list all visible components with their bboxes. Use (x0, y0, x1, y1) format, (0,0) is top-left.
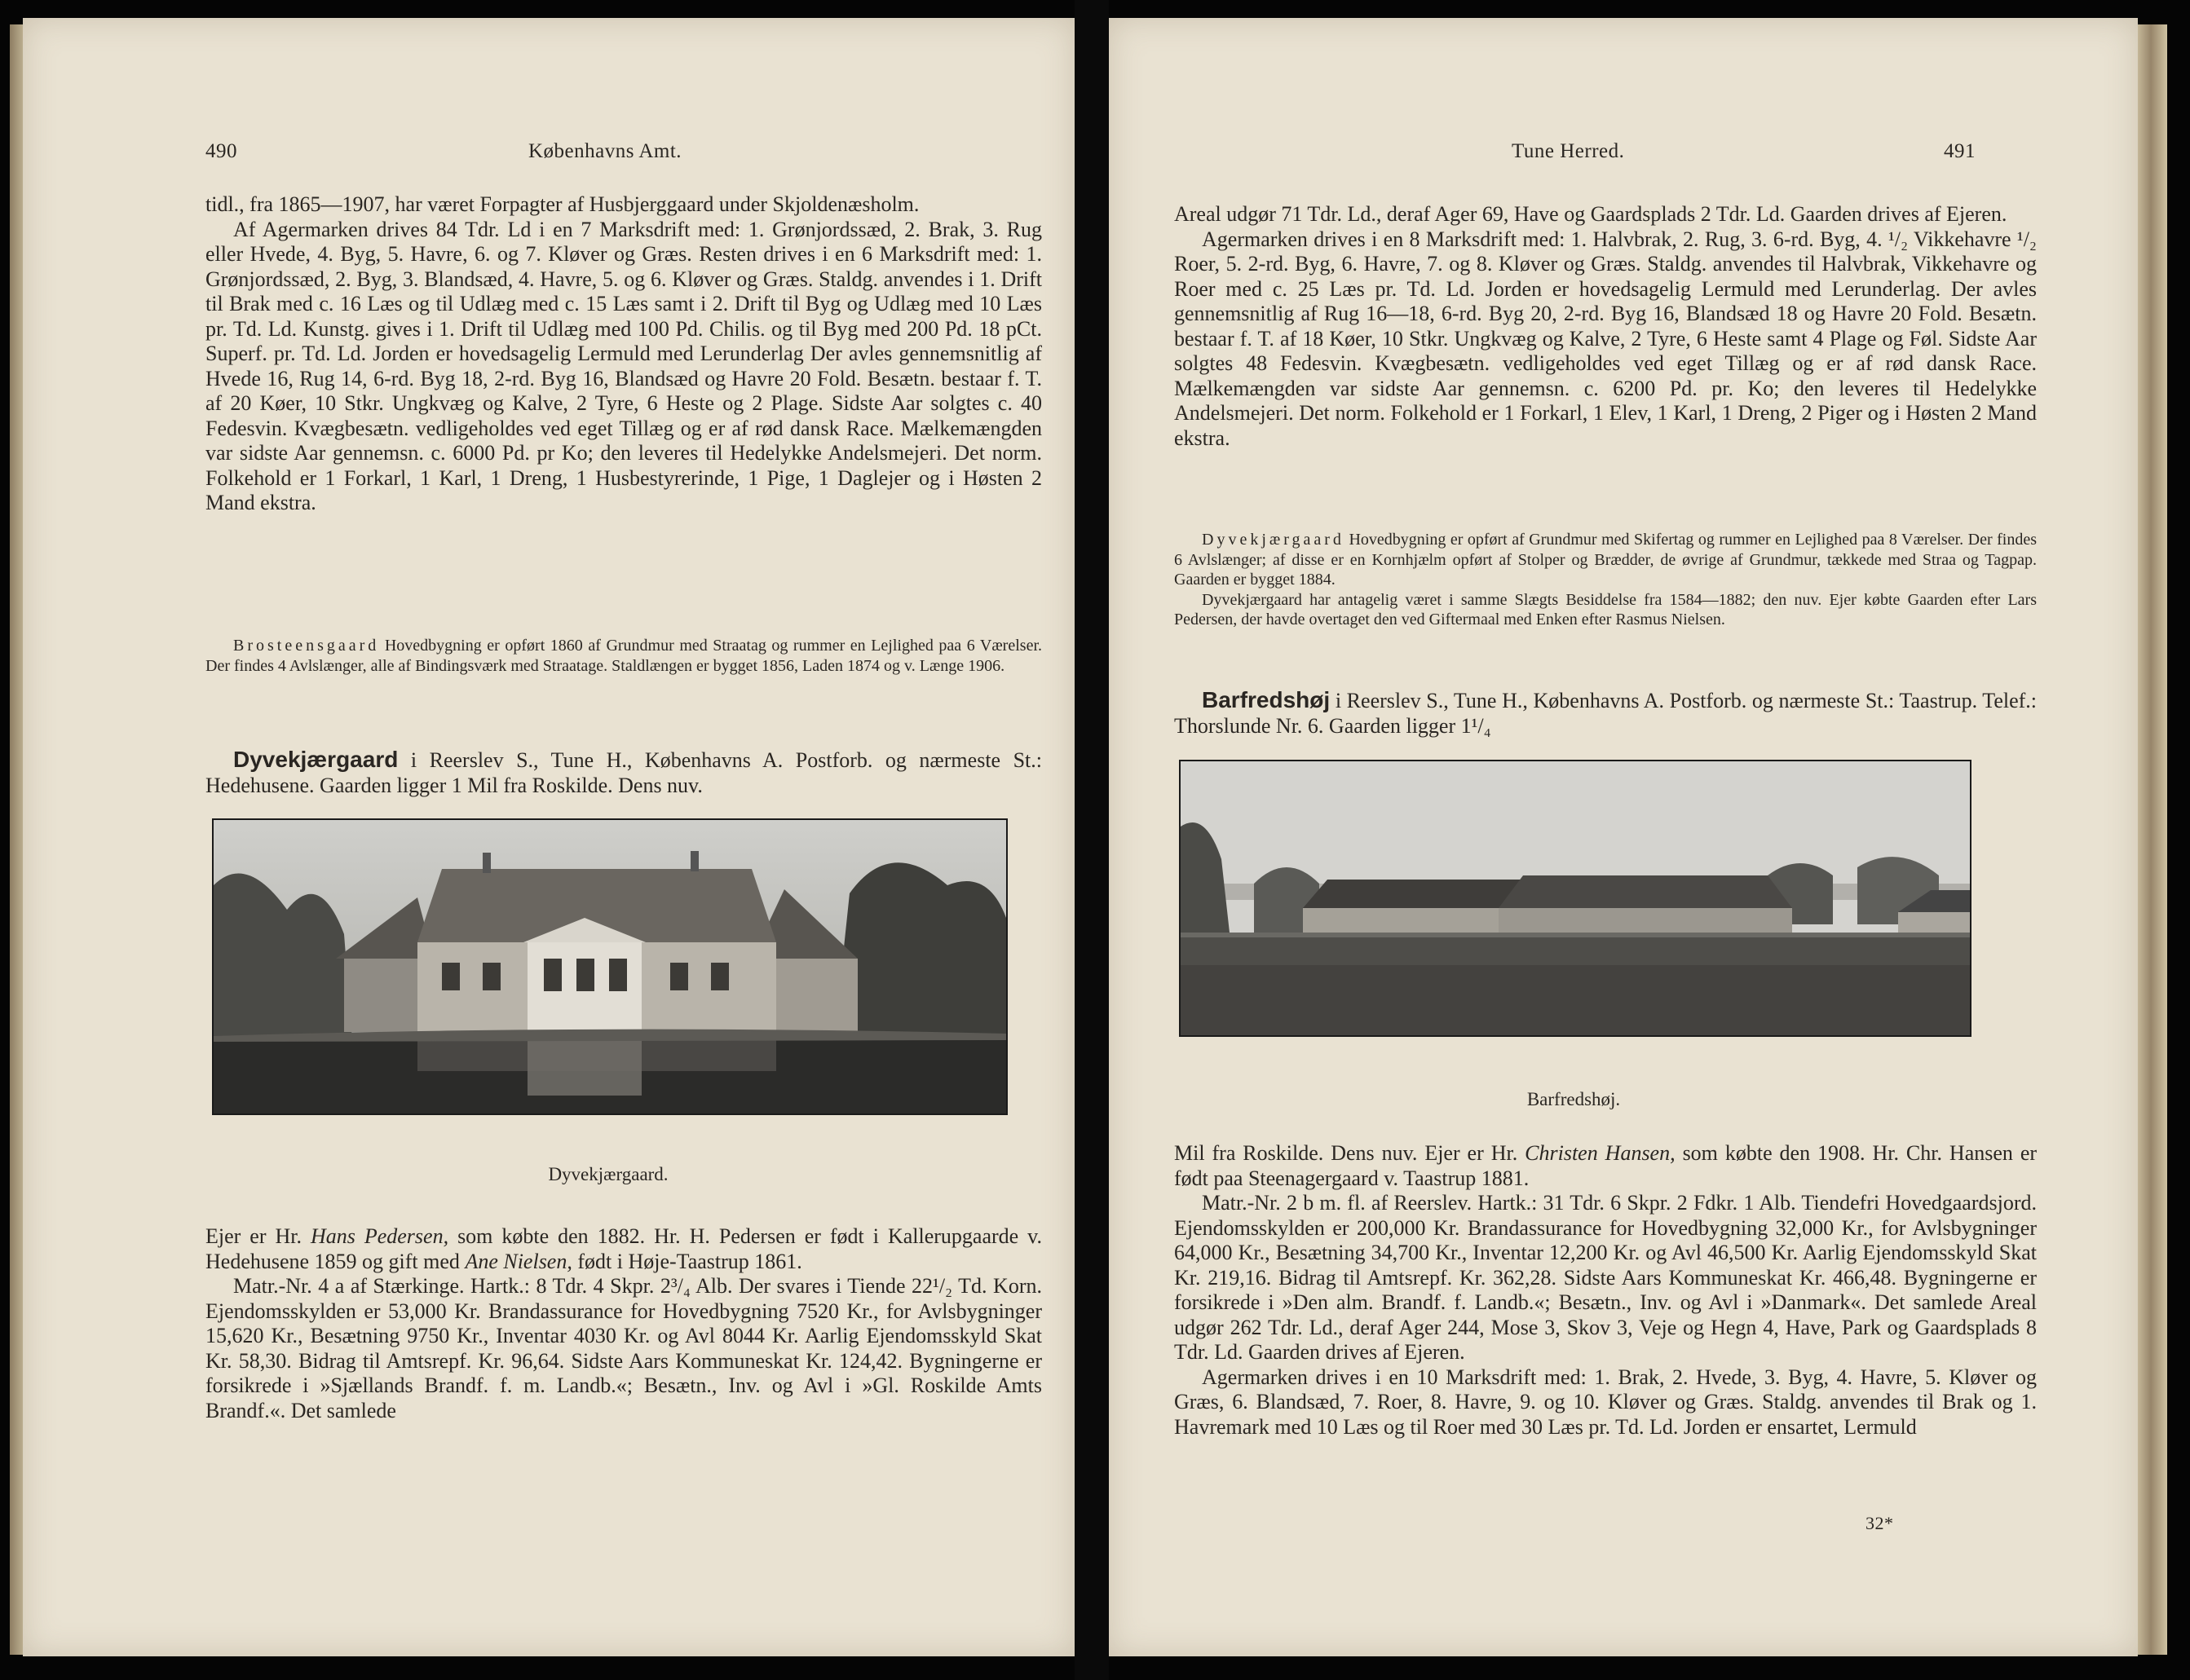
farm-photo (1179, 760, 1971, 1037)
text-block-top (1174, 202, 2037, 451)
entry-text: i Reerslev S., Tune H., Københavns A. Postforb. og nærmeste St.: Taastrup. Telef.: Thorslunde Nr. 6. Gaarden ligger 1¹/₄ (1174, 689, 2038, 738)
photo-caption: Dyvekjærgaard. (548, 1164, 669, 1184)
text-span: Mil fra Roskilde. Dens nuv. Ejer er Hr. (1174, 1141, 1518, 1165)
note-text: Hovedbygning er opført 1860 af Grundmur med Straatag og rummer en Lejlighed paa 6 Værelser. Der findes 4 Avlslænger, alle af Bindingsværk med Straatage. Staldlængen er bygget 1856, Laden 1874 og v. Længe 1906. (205, 637, 1042, 675)
paragraph: Areal udgør 71 Tdr. Ld., deraf Ager 69, Have og Gaardsplads 2 Tdr. Ld. Gaarden drives af Ejeren. (1174, 202, 2007, 226)
running-head: Københavns Amt. (528, 140, 682, 162)
right-page (1109, 18, 2138, 1656)
entry-intro (205, 747, 1042, 798)
farm-photo (212, 818, 1008, 1115)
photo-image (1181, 761, 1970, 1035)
left-page (23, 18, 1075, 1656)
owner-name: Hans Pedersen, (310, 1224, 449, 1248)
text-span: som købte den 1882. Hr. H. Pedersen er født i Kallerupgaarde v. Hedehusene 1859 og gift med (205, 1224, 1042, 1273)
building-note (1174, 530, 2037, 630)
photo-caption: Barfredshøj. (1526, 1089, 1621, 1109)
paragraph: Agermarken drives i en 8 Marksdrift med: 1. Halvbrak, 2. Rug, 3. 6-rd. Byg, 4. ¹/₂ Vikkehavre ¹/₂ Roer, 5. 2-rd. Byg, 6. Havre, 7. og 8. Kløver og Græs. Staldg. anvendes til Halvbrak, Vikkehavre og Roer med c. 25 Læs pr. Td. Ld. Jorden er hovedsagelig Lermuld med Lerunderlag. Der avles gennemsnitlig af Rug 16—18, 6-rd. Byg 20, 2-rd. Byg 16, Blandsæd 18 og Havre 20 Fold. Besætn. bestaar f. T. af 18 Køer, 10 Stkr. Ungkvæg og Kalve, 2 Tyre, 6 Heste samt 4 Plage og Føl. Sidste Aar solgtes 48 Fedesvin. Kvægbesætn. vedligeholdes ved eget Tillæg og er af rød dansk Race. Mælkemængden var sidste Aar gennemsn. c. 6200 Pd. pr. Ko; den leveres til Hedelykke Andelsmejeri. Det norm. Folkehold er 1 Forkarl, 1 Elev, 1 Karl, 1 Dreng, 2 Piger og i Høsten 2 Mand ekstra. (1174, 227, 2037, 450)
farm-name: Dyvekjærgaard (1202, 531, 1344, 549)
wife-name: Ane Nielsen, (465, 1249, 572, 1273)
running-head: Tune Herred. (1512, 140, 1625, 162)
owner-name: Christen Hansen, (1525, 1141, 1676, 1165)
page-edge-right (2135, 24, 2167, 1655)
book-gutter (1075, 0, 1109, 1680)
paragraph: Agermarken drives i en 10 Marksdrift med: 1. Brak, 2. Hvede, 3. Byg, 4. Havre, 5. Kløver og Græs, 6. Blandsæd, 7. Roer, 8. Havre, 9. og 10. Kløver og Græs. Staldg. anvendes til Brak og 1. Havremark med 10 Læs og til Roer med 30 Læs pr. Td. Ld. Jorden er ensartet, Lermuld (1174, 1365, 2037, 1439)
text-span: født i Høje-Taastrup 1861. (577, 1249, 802, 1273)
note-text: Hovedbygning er opført af Grundmur med Skifertag og rummer en Lejlighed paa 8 Værelser. Der findes 6 Avlslænger; af disse er en Kornhjælm opført af Stolper og Brædder, de øvrige af Grundmur, tækkede med Straa og Tagpap. Gaarden er bygget 1884. (1174, 531, 2037, 589)
text-span: Ejer er Hr. (205, 1224, 302, 1248)
text-span: som købte den 1908. Hr. Chr. Hansen er født paa Steenagergaard v. Taastrup 1881. (1174, 1141, 2038, 1190)
farm-name: Brosteensgaard (233, 637, 380, 655)
page-number: 490 (205, 140, 237, 162)
paragraph: tidl., fra 1865—1907, har været Forpagter af Husbjerggaard under Skjoldenæsholm. (205, 192, 920, 216)
entry-title: Barfredshøj (1202, 687, 1331, 712)
text-block-bottom (205, 1224, 1042, 1423)
entry-title: Dyvekjærgaard (233, 747, 399, 772)
paragraph: Af Agermarken drives 84 Tdr. Ld i en 7 Marksdrift med: 1. Grønjordssæd, 2. Brak, 3. Rug eller Hvede, 4. Byg, 5. Havre, 6. og 7. Kløver og Græs. Resten drives i en 6 Marksdrift med: 1. Grønjordssæd, 2. Byg, 3. Blandsæd, 4. Havre, 5. og 6. Kløver og Græs. Staldg. anvendes i 1. Drift til Brak med c. 16 Læs og til Udlæg med c. 15 Læs samt i 2. Drift til Byg og Udlæg med 10 Læs pr. Td. Ld. Kunstg. gives i 1. Drift til Udlæg med 100 Pd. Chilis. og til Byg med 200 Pd. 18 pCt. Superf. pr. Td. Ld. Jorden er hovedsagelig Lermuld med Lerunderlag Der avles gennemsnitlig af Hvede 16, Rug 14, 6-rd. Byg 18, 2-rd. Byg 16, Blandsæd og Havre 20 Fold. Besætn. bestaar f. T. af 20 Køer, 10 Stkr. Ungkvæg og Kalve, 2 Tyre, 6 Heste og 2 Plage. Sidste Aar solgtes c. 40 Fedesvin. Kvægbesætn. vedligeholdes ved eget Tillæg og er af rød dansk Race. Mælkemængden var sidste Aar gennemsn. c. 6000 Pd. pr Ko; den leveres til Hedelykke Andelsmejeri. Det norm. Folkehold er 1 Forkarl, 1 Karl, 1 Dreng, 1 Husbestyrerinde, 1 Pige, 1 Daglejer og i Høsten 2 Mand ekstra. (205, 217, 1042, 514)
photo-image (214, 820, 1006, 1113)
building-note (205, 636, 1042, 676)
text-block-bottom (1174, 1141, 2037, 1440)
text-block-top (205, 192, 1042, 516)
entry-text: i Reerslev S., Tune H., Københavns A. Postforb. og nærmeste St.: Hedehusene. Gaarden ligger 1 Mil fra Roskilde. Dens nuv. (205, 748, 1043, 797)
signature-mark: 32* (1865, 1513, 1894, 1533)
note-text: Dyvekjærgaard har antagelig været i samme Slægts Besiddelse fra 1584—1882; den nuv. Ejer købte Gaarden efter Lars Pedersen, der havde overtaget den ved Giftermaal med Enken efter Rasmus Nielsen. (1174, 590, 2037, 628)
paragraph: Matr.-Nr. 4 a af Stærkinge. Hartk.: 8 Tdr. 4 Skpr. 2³/₄ Alb. Der svares i Tiende 22¹/₂ Td. Korn. Ejendomsskylden er 53,000 Kr. Brandassurance for Hovedbygning 7520 Kr., for Avlsbygninger 15,620 Kr., Besætning 9750 Kr., Inventar 4030 Kr. og Avl 8044 Kr. Aarlig Ejendomsskyld Skat Kr. 58,30. Bidrag til Amtsrepf. Kr. 96,64. Sidste Aars Kommuneskat Kr. 124,42. Bygningerne er forsikrede i »Sjællands Brandf. f. m. Landb.«; Besætn., Inv. og Avl i »Gl. Roskilde Amts Brandf.«. Det samlede (205, 1274, 1042, 1422)
entry-intro (1174, 688, 2037, 739)
page-number: 491 (1944, 140, 1976, 162)
paragraph: Matr.-Nr. 2 b m. fl. af Reerslev. Hartk.: 31 Tdr. 6 Skpr. 2 Fdkr. 1 Alb. Tiendefri Hovedgaardsjord. Ejendomsskylden er 200,000 Kr. Brandassurance for Hovedbygning 32,000 Kr., for Avlsbygninger 64,000 Kr., Besætning 34,700 Kr., Inventar 12,200 Kr. og Avl 46,500 Kr. Aarlig Ejendomsskyld Skat Kr. 219,16. Bidrag til Amtsrepf. Kr. 362,28. Sidste Aars Kommuneskat Kr. 466,48. Bygningerne er forsikrede i »Den alm. Brandf. f. Landb.«; Besætn., Inv. og Avl i »Danmark«. Det samlede Areal udgør 262 Tdr. Ld., deraf Ager 244, Mose 3, Skov 3, Veje og Hegn 4, Have, Park og Gaardsplads 8 Tdr. Ld. Gaarden drives af Ejeren. (1174, 1191, 2037, 1364)
